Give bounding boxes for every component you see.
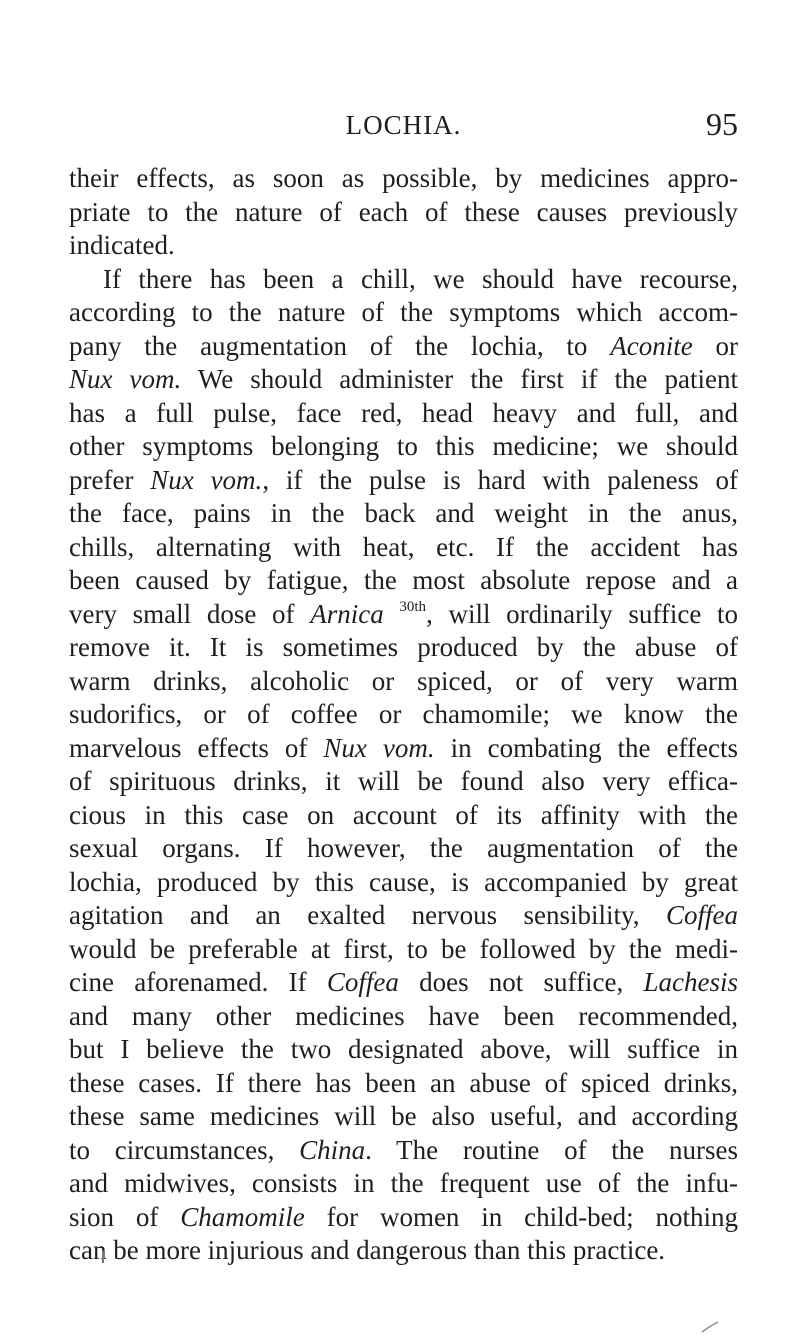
body-text [69, 162, 738, 1268]
text-line: would be preferable at first, to be followed by the medi- [69, 933, 738, 964]
medicine-name: Nux vom. [323, 732, 435, 763]
medicine-name: Aconite [610, 330, 693, 361]
potency-superscript: 30th [399, 598, 427, 615]
text-line: indicated. [69, 230, 175, 260]
text-line: priate to the nature of each of these causes previously [69, 196, 738, 227]
text-line: can be more injurious and dangerous than this practice. [69, 1235, 666, 1265]
medicine-name: China [299, 1134, 366, 1165]
medicine-name: Coffea [666, 900, 738, 930]
text-line: according to the nature of the symptoms which accom- [69, 297, 738, 327]
text-line: of spirituous drinks, it will be found also very effica- [69, 766, 738, 796]
text-line: very small dose of Arnica $^{30th}$, will ordinarily suffice to [69, 598, 739, 629]
text-line: these same medicines will be also useful, and according [69, 1101, 738, 1131]
text-line: their effects, as soon as possible, by medicines appro- [69, 163, 738, 193]
text-line: sexual organs. If however, the augmentation of the [69, 833, 738, 863]
text-line: chills, alternating with heat, etc. If the accident has [69, 531, 738, 562]
running-head: LOCHIA. [345, 110, 462, 140]
text-line: to circumstances, China. The routine of the nurses [69, 1134, 739, 1165]
text-line: sudorifics, or of coffee or chamomile; we know the [69, 699, 738, 729]
text-line: these cases. If there has been an abuse of spiced drinks, [69, 1067, 738, 1098]
scan-speck [100, 1250, 106, 1264]
medicine-name: Nux vom. [69, 364, 182, 394]
text-line: warm drinks, alcoholic or spiced, or of very warm [69, 665, 738, 696]
text-line: prefer Nux vom., if the pulse is hard with paleness of [69, 464, 738, 495]
text-line: cious in this case on account of its affinity with the [69, 799, 738, 830]
medicine-name: Arnica [310, 598, 384, 629]
text-line: Nux vom. We should administer the first if the patient [69, 364, 738, 394]
text-line: agitation and an exalted nervous sensibility, Coffea [69, 900, 738, 930]
medicine-name: Lachesis [643, 967, 739, 997]
text-line: been caused by fatigue, the most absolute repose and a [69, 565, 738, 595]
text-line: and midwives, consists in the frequent use of the infu- [69, 1168, 738, 1198]
page-number: 95 [706, 106, 738, 142]
text-line: but I believe the two designated above, will suffice in [69, 1034, 738, 1064]
page-header [69, 106, 738, 150]
text-line: and many other medicines have been recommended, [69, 1000, 738, 1031]
text-line: marvelous effects of Nux vom. in combating the effects [69, 732, 738, 763]
medicine-name: Chamomile [180, 1201, 305, 1232]
text-line: the face, pains in the back and weight in the anus, [69, 498, 738, 528]
text-line: cine aforenamed. If Coffea does not suffice, Lachesis [69, 967, 739, 997]
medicine-name: Nux vom. [150, 464, 263, 495]
text-line: If there has been a chill, we should have recourse, [103, 263, 738, 294]
text-line: sion of Chamomile for women in child-bed; nothing [69, 1201, 738, 1232]
text-line: remove it. It is sometimes produced by the abuse of [69, 632, 738, 662]
scan-speck [700, 1320, 720, 1334]
text-line: other symptoms belonging to this medicine; we should [69, 431, 738, 461]
text-line: lochia, produced by this cause, is accompanied by great [69, 866, 738, 897]
medicine-name: Coffea [326, 967, 399, 997]
text-line: has a full pulse, face red, head heavy and full, and [69, 397, 738, 428]
text-line: pany the augmentation of the lochia, to Aconite or [69, 330, 738, 361]
